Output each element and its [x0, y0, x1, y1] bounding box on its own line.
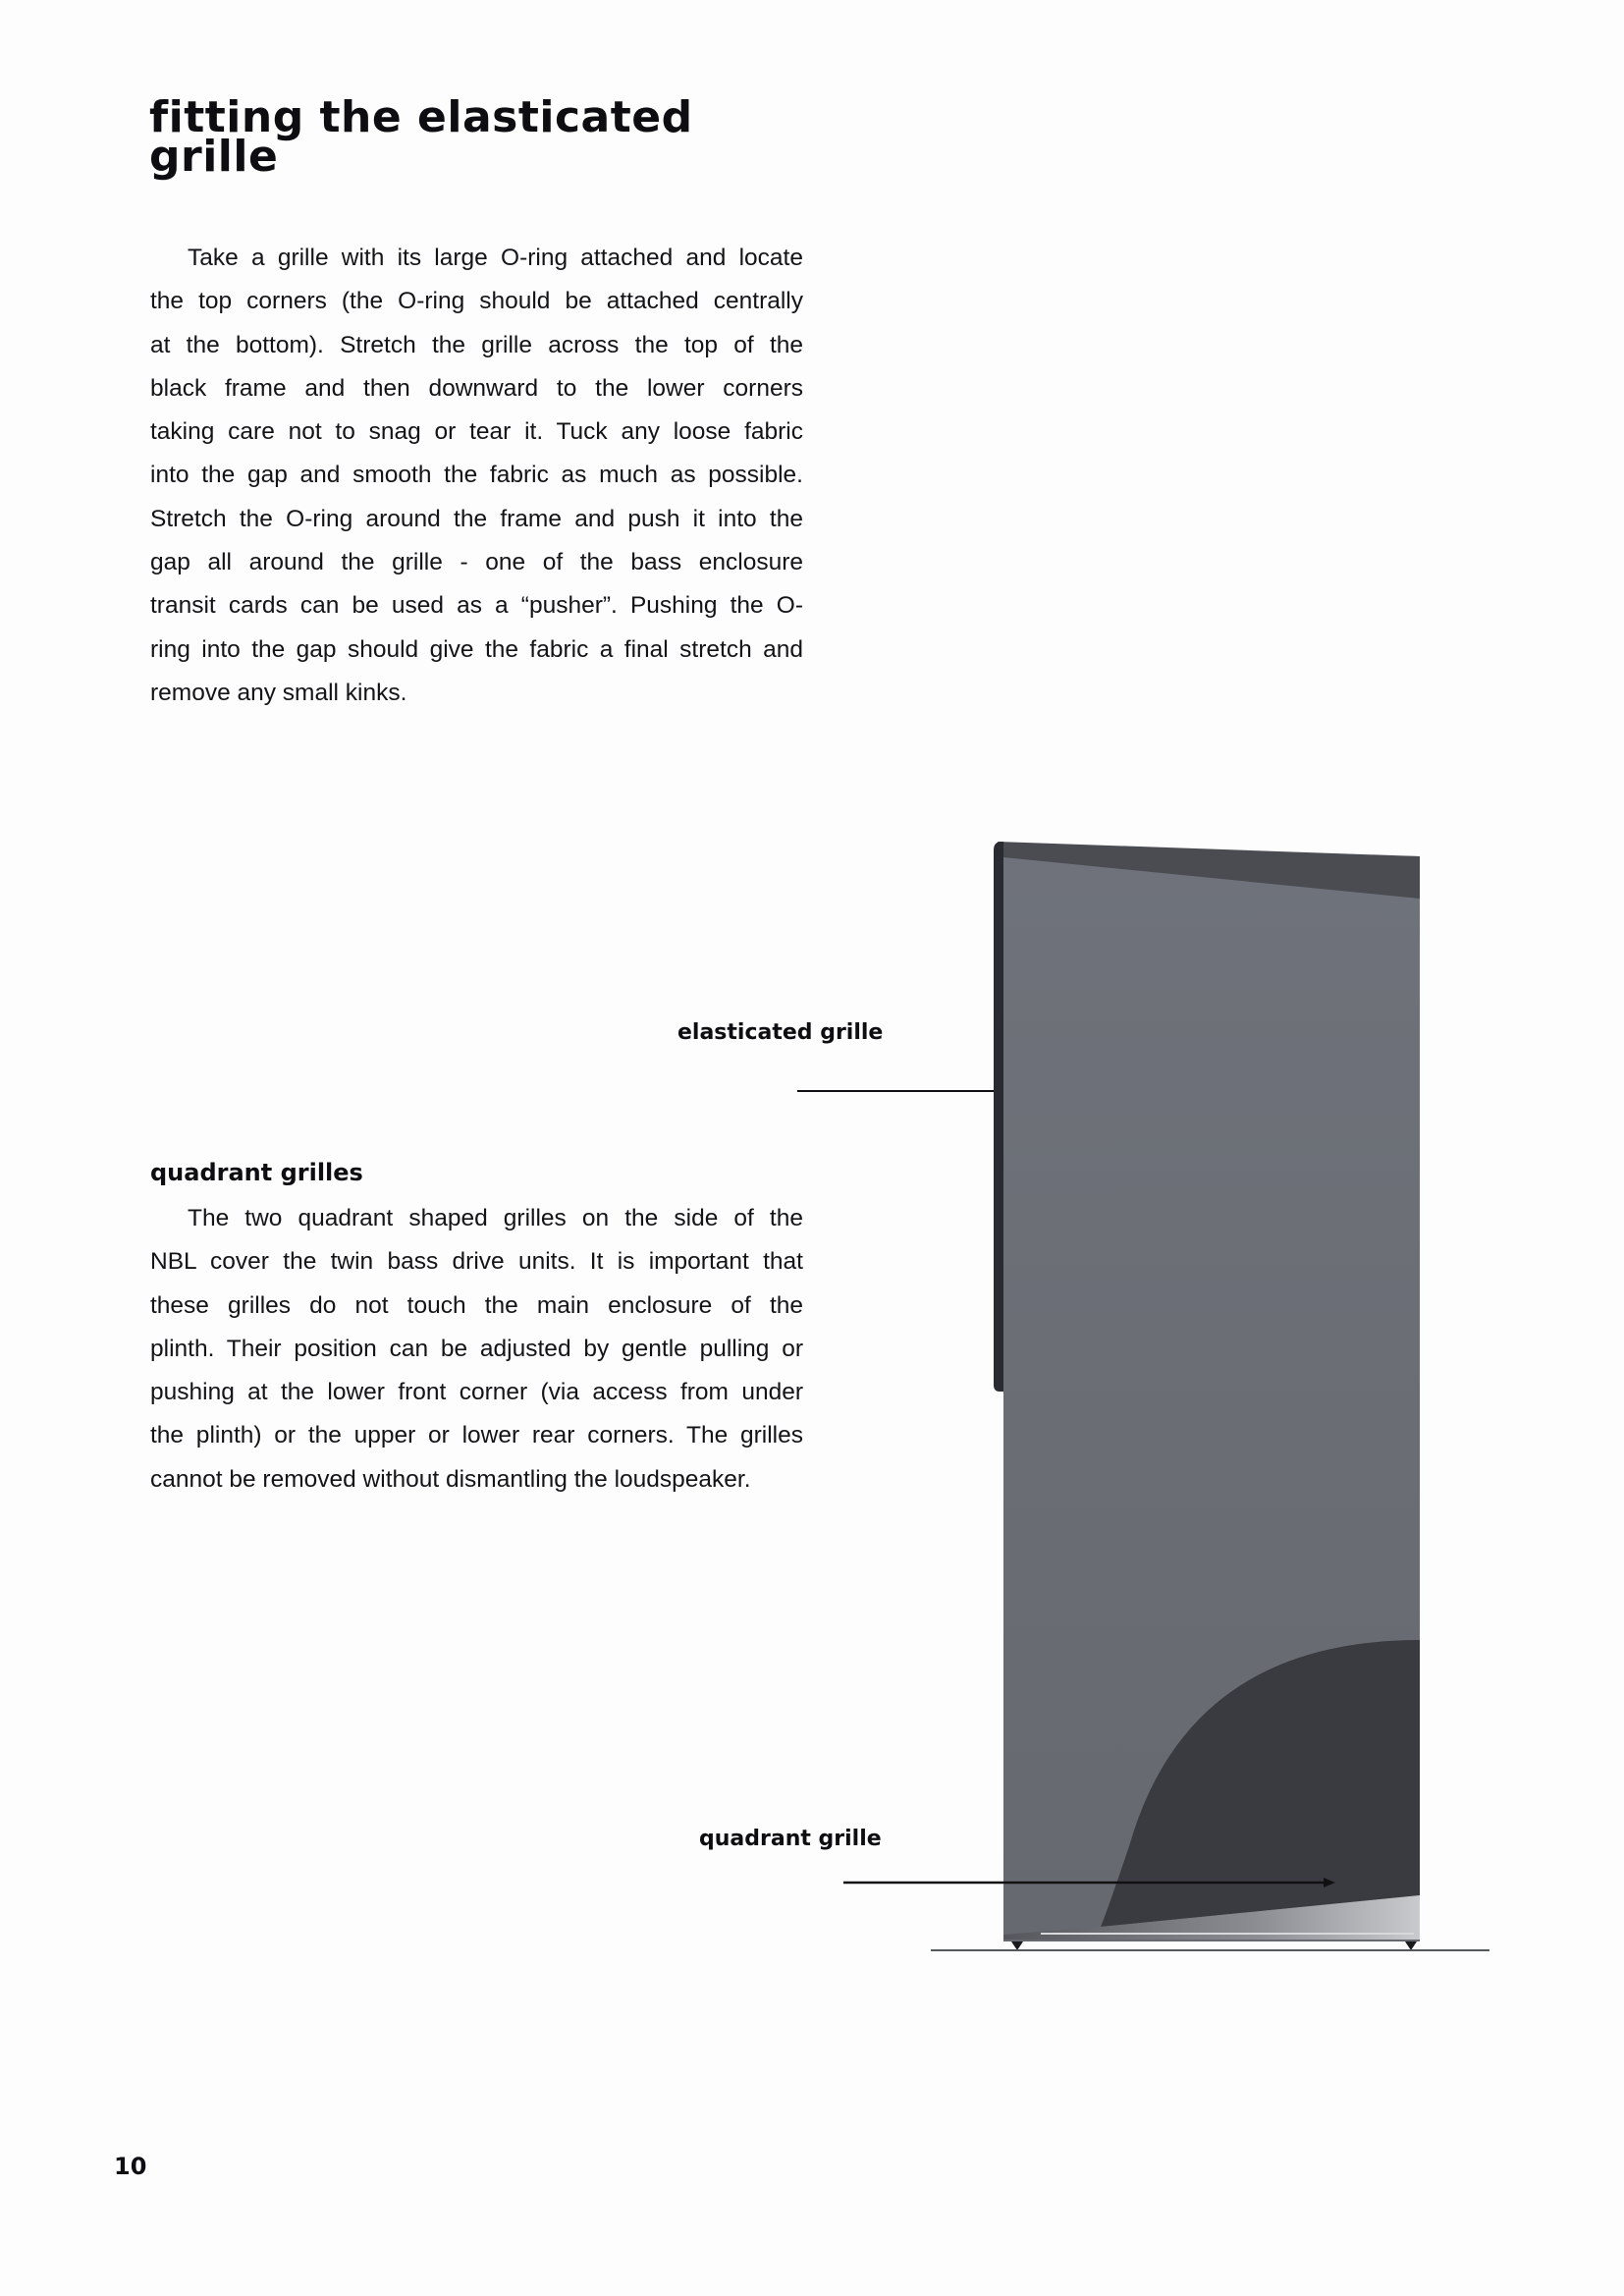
text-line: plinth. Their position can be adjusted by gentle pulling or	[150, 1335, 803, 1362]
text-line: these grilles do not touch the main enclosure of the	[150, 1291, 803, 1319]
text-line: black frame and then downward to the lower corners	[150, 374, 803, 402]
elasticated-grille-label: elasticated grille	[677, 1020, 884, 1045]
text-line: pushing at the lower front corner (via access from under	[150, 1379, 803, 1406]
page-title: fitting the elasticated grille	[149, 92, 693, 182]
text-line: remove any small kinks.	[150, 679, 407, 706]
text-line: The two quadrant shaped grilles on the side of the	[188, 1205, 803, 1231]
foot-spike-icon	[1011, 1941, 1023, 1950]
text-line: cannot be removed without dismantling the loudspeaker.	[150, 1465, 751, 1493]
text-line: the plinth) or the upper or lower rear corners. The grilles	[150, 1422, 803, 1449]
page-number: 10	[114, 2153, 147, 2180]
text-line: the top corners (the O-ring should be attached centrally	[150, 288, 803, 315]
elasticated-grille-edge	[994, 842, 1003, 1392]
text-line: at the bottom). Stretch the grille across the top of the	[150, 331, 803, 358]
quadrant-grille-label: quadrant grille	[699, 1827, 882, 1851]
section-heading: quadrant grilles	[150, 1159, 363, 1186]
foot-spike-icon	[1405, 1941, 1417, 1950]
text-line: gap all around the grille - one of the bass enclosure	[150, 549, 803, 576]
text-line: into the gap and smooth the fabric as much as possible.	[150, 462, 803, 489]
text-line: Stretch the O-ring around the frame and push it into the	[150, 505, 803, 532]
text-line: NBL cover the twin bass drive units. It is important that	[150, 1248, 803, 1276]
text-line: transit cards can be used as a “pusher”. Pushing the O-	[150, 592, 803, 620]
text-line: Take a grille with its large O-ring attached and locate	[188, 245, 803, 271]
text-line: taking care not to snag or tear it. Tuck any loose fabric	[150, 418, 803, 446]
text-line: ring into the gap should give the fabric a final stretch and	[150, 635, 803, 663]
